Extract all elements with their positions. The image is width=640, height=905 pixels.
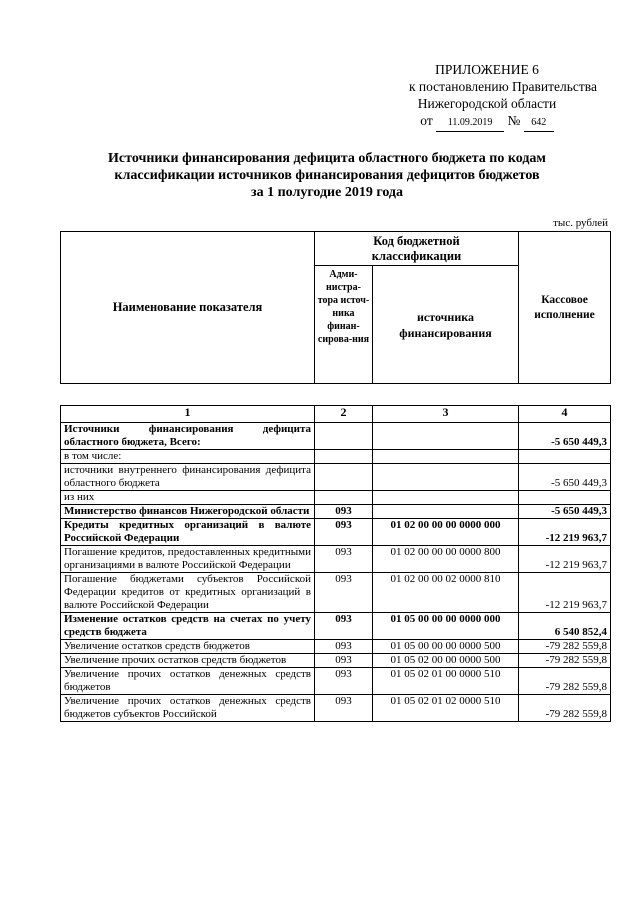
row-source-code: 01 02 00 00 02 0000 810 <box>373 573 519 613</box>
header-source-line2: финансирования <box>399 325 492 340</box>
data-table <box>60 405 611 722</box>
from-label: от <box>420 113 433 128</box>
row-name: Министерство финансов Нижегородской области <box>61 505 315 519</box>
row-admin-code <box>315 423 373 450</box>
header-admin: Адми-нистра-тора источ-ника финан-сирова-ния <box>315 266 373 384</box>
row-name: Погашение бюджетами субъектов Российской Федерации кредитов от кредитных организаций в валюте Российской Федерации <box>61 573 315 613</box>
row-amount: 6 540 852,4 <box>519 613 611 640</box>
decree-number: 642 <box>524 114 554 132</box>
row-admin-code: 093 <box>315 640 373 654</box>
appendix-block <box>337 61 597 132</box>
row-name: из них <box>61 491 315 505</box>
row-amount <box>519 450 611 464</box>
title-line1: Источники финансирования дефицита областного бюджета по кодам <box>108 151 546 166</box>
row-admin-code: 093 <box>315 654 373 668</box>
col-number: 4 <box>519 406 611 423</box>
header-source-line1: источника <box>417 309 474 324</box>
row-admin-code: 093 <box>315 695 373 722</box>
units-label: тыс. рублей <box>553 217 608 229</box>
row-source-code: 01 02 00 00 00 0000 800 <box>373 546 519 573</box>
row-admin-code: 093 <box>315 519 373 546</box>
column-numbers-row <box>61 406 611 423</box>
row-source-code <box>373 464 519 491</box>
table-row <box>61 695 611 722</box>
row-source-code: 01 02 00 00 00 0000 000 <box>373 519 519 546</box>
row-source-code: 01 05 02 01 02 0000 510 <box>373 695 519 722</box>
table-row <box>61 519 611 546</box>
row-amount: -79 282 559,8 <box>519 695 611 722</box>
decree-date: 11.09.2019 <box>436 114 504 132</box>
appendix-date-line <box>377 112 597 132</box>
row-admin-code: 093 <box>315 573 373 613</box>
header-code-line1: Код бюджетной <box>373 234 460 248</box>
table-row <box>61 423 611 450</box>
row-amount: -5 650 449,3 <box>519 464 611 491</box>
title-line2: классификации источников финансирования дефицитов бюджетов <box>114 168 540 183</box>
document-title <box>62 150 592 201</box>
appendix-line2: Нижегородской области <box>417 96 557 111</box>
table-row <box>61 491 611 505</box>
table-row <box>61 668 611 695</box>
header-name: Наименование показателя <box>61 232 315 384</box>
row-source-code <box>373 505 519 519</box>
row-name: Увеличение прочих остатков средств бюджетов <box>61 654 315 668</box>
appendix-line1: к постановлению Правительства <box>408 79 597 94</box>
row-admin-code: 093 <box>315 546 373 573</box>
row-source-code: 01 05 02 01 00 0000 510 <box>373 668 519 695</box>
row-admin-code <box>315 464 373 491</box>
row-amount: -79 282 559,8 <box>519 640 611 654</box>
col-number: 3 <box>373 406 519 423</box>
row-amount: -79 282 559,8 <box>519 654 611 668</box>
row-source-code <box>373 423 519 450</box>
appendix-title: ПРИЛОЖЕНИЕ 6 <box>435 62 539 77</box>
table-row <box>61 546 611 573</box>
row-name: Увеличение прочих остатков денежных средств бюджетов субъектов Российской <box>61 695 315 722</box>
number-label: № <box>507 113 521 128</box>
row-source-code: 01 05 00 00 00 0000 000 <box>373 613 519 640</box>
row-source-code <box>373 491 519 505</box>
row-amount: -5 650 449,3 <box>519 505 611 519</box>
row-name: Кредиты кредитных организаций в валюте Российской Федерации <box>61 519 315 546</box>
table-row <box>61 654 611 668</box>
col-number: 2 <box>315 406 373 423</box>
row-name: Увеличение остатков средств бюджетов <box>61 640 315 654</box>
row-source-code: 01 05 02 00 00 0000 500 <box>373 654 519 668</box>
row-amount: -12 219 963,7 <box>519 573 611 613</box>
row-source-code <box>373 450 519 464</box>
row-amount <box>519 491 611 505</box>
table-row <box>61 573 611 613</box>
row-admin-code <box>315 450 373 464</box>
row-source-code: 01 05 00 00 00 0000 500 <box>373 640 519 654</box>
row-name: Увеличение прочих остатков денежных средств бюджетов <box>61 668 315 695</box>
row-amount: -5 650 449,3 <box>519 423 611 450</box>
header-code-group <box>315 232 519 266</box>
table-row <box>61 613 611 640</box>
row-amount: -12 219 963,7 <box>519 546 611 573</box>
header-cash <box>519 232 611 384</box>
header-code-line2: классификации <box>371 249 462 263</box>
header-cash-line2: исполнение <box>534 308 595 321</box>
table-row <box>61 464 611 491</box>
header-cash-line1: Кассовое <box>541 293 588 306</box>
row-amount: -12 219 963,7 <box>519 519 611 546</box>
row-admin-code: 093 <box>315 613 373 640</box>
row-name: Погашение кредитов, предоставленных кредитными организациями в валюте Российской Федерации <box>61 546 315 573</box>
title-line3: за 1 полугодие 2019 года <box>250 185 404 200</box>
table-row <box>61 640 611 654</box>
table-row <box>61 450 611 464</box>
row-admin-code <box>315 491 373 505</box>
row-name: источники внутреннего финансирования дефицита областного бюджета <box>61 464 315 491</box>
header-source <box>373 266 519 384</box>
row-name: в том числе: <box>61 450 315 464</box>
table-row <box>61 505 611 519</box>
row-name: Источники финансирования дефицита областного бюджета, Всего: <box>61 423 315 450</box>
row-admin-code: 093 <box>315 668 373 695</box>
col-number: 1 <box>61 406 315 423</box>
header-table <box>60 231 611 384</box>
row-admin-code: 093 <box>315 505 373 519</box>
row-name: Изменение остатков средств на счетах по учету средств бюджета <box>61 613 315 640</box>
row-amount: -79 282 559,8 <box>519 668 611 695</box>
